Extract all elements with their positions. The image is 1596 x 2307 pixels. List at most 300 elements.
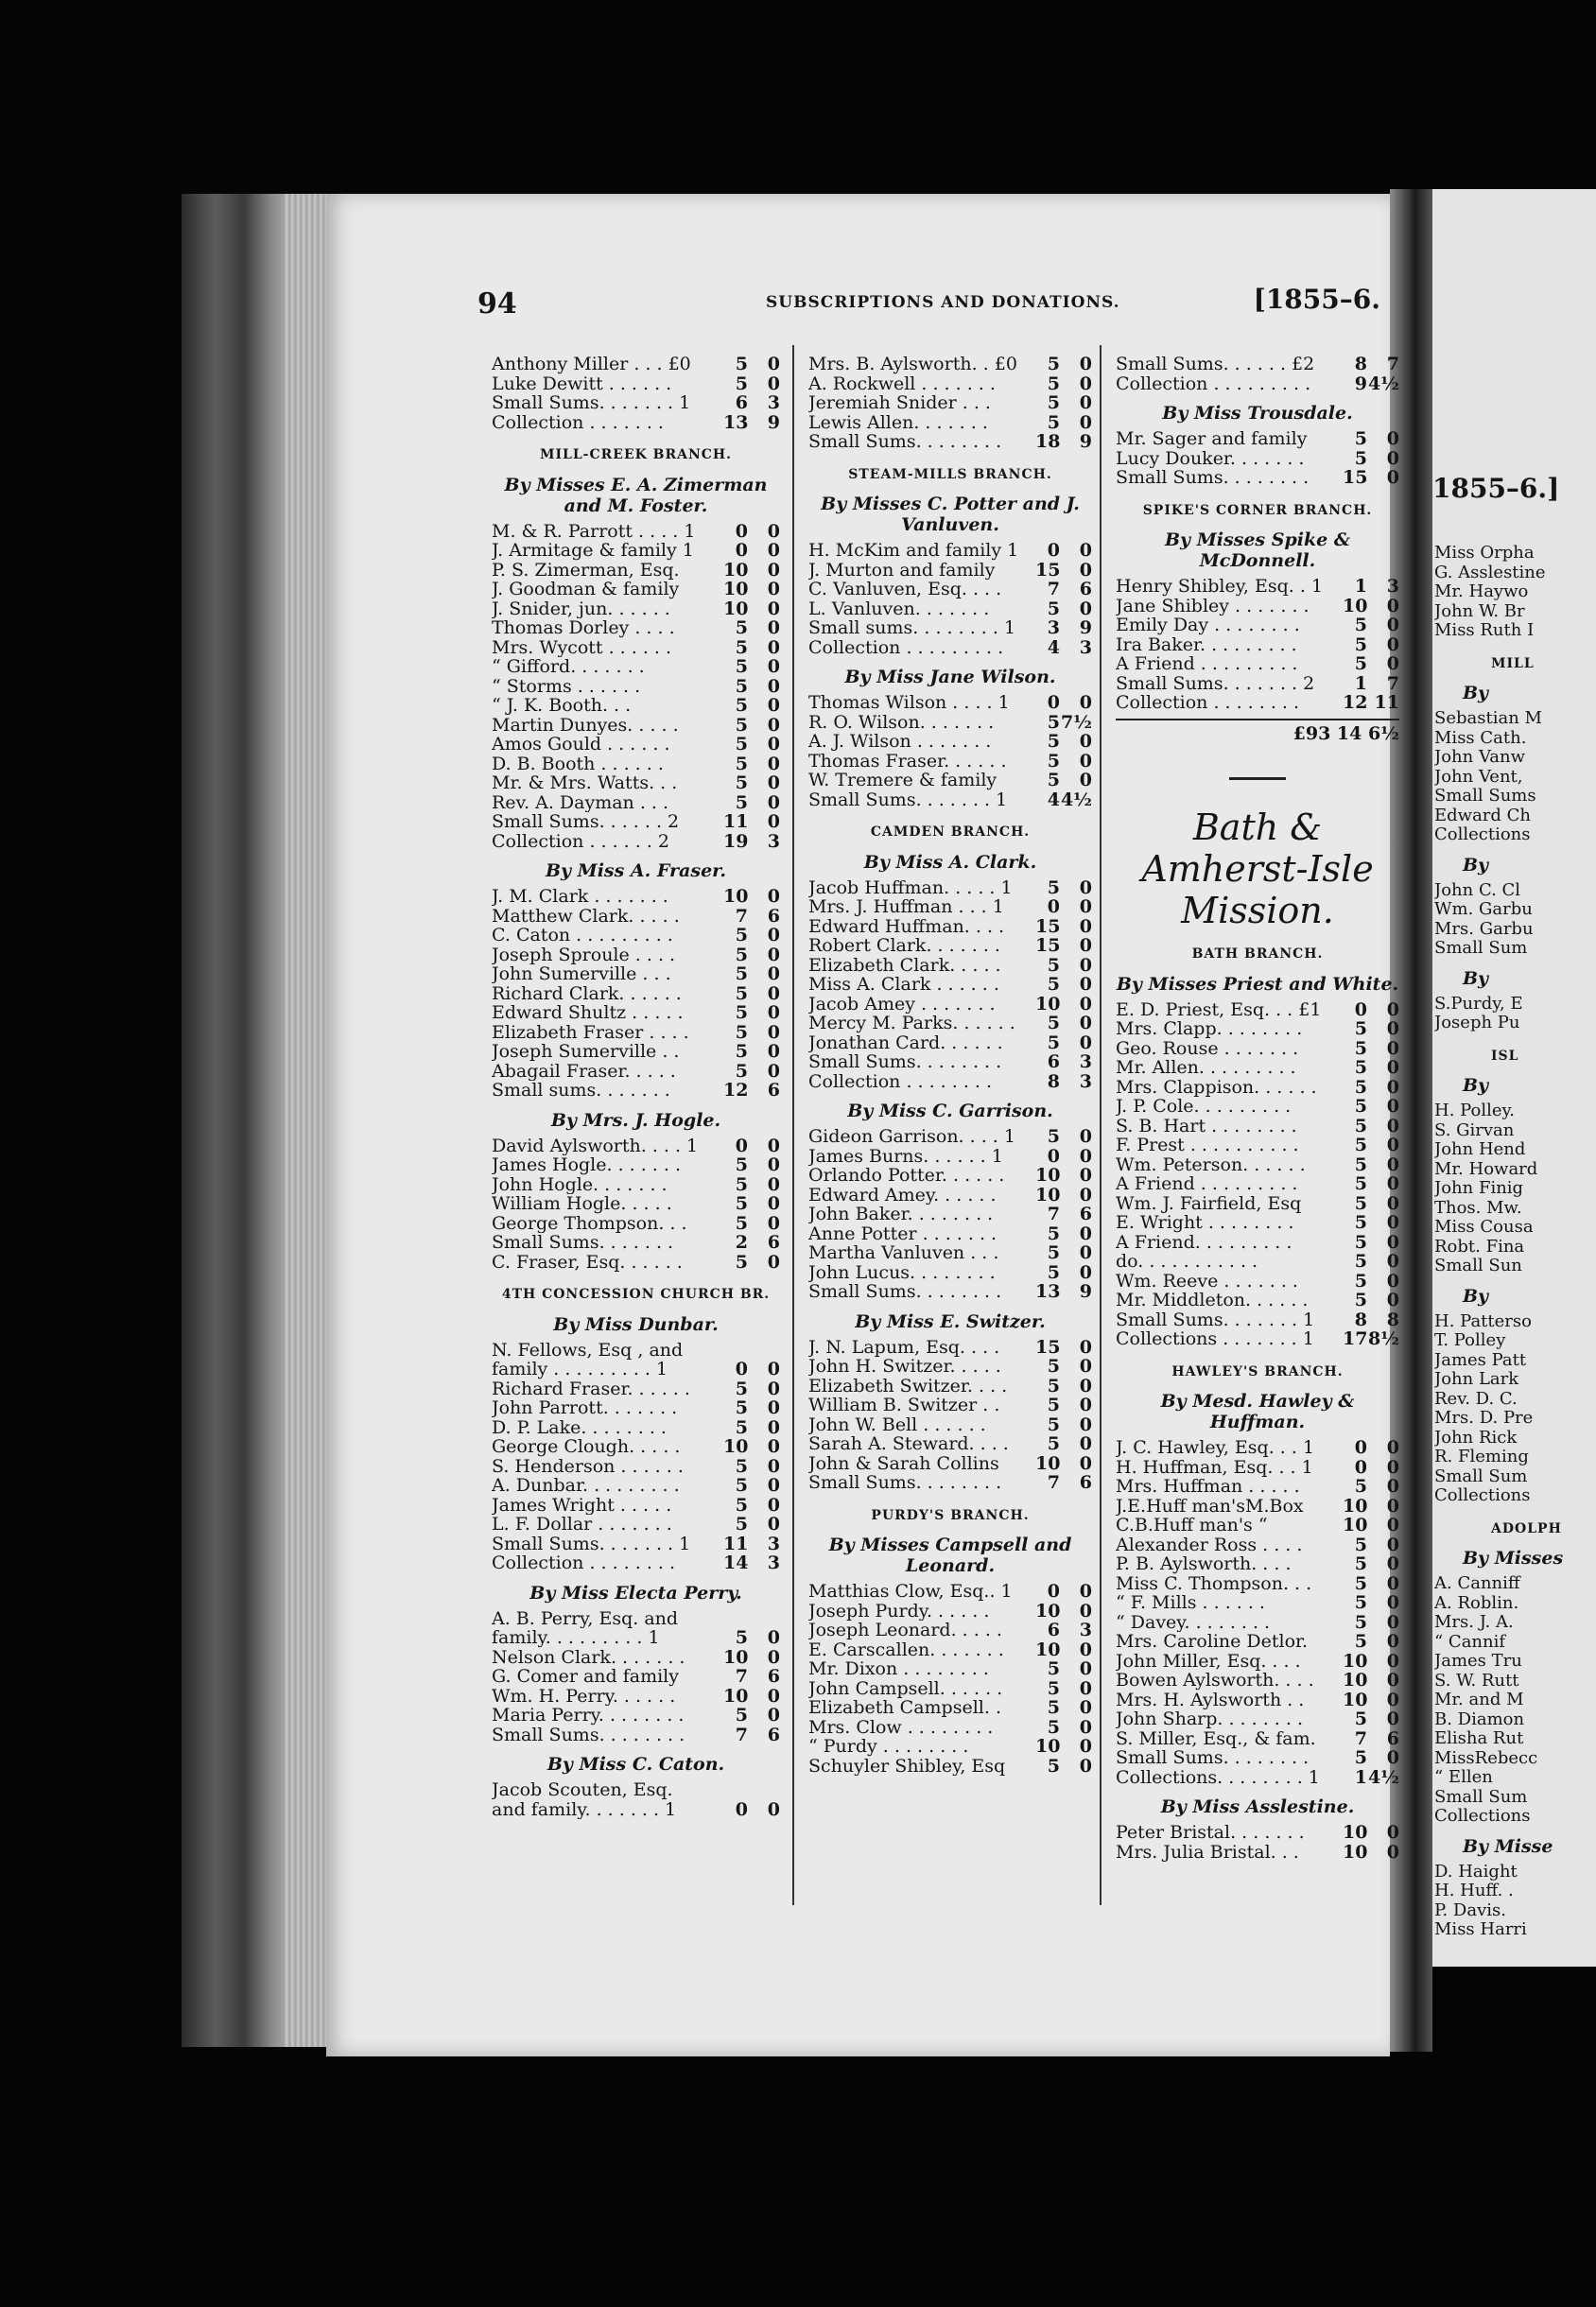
entry-name: Wm. Reeve . . . . . . . <box>1116 1271 1298 1291</box>
amount-shillings: 5 <box>1047 876 1060 898</box>
entry-amount <box>1343 1000 1399 1020</box>
amount-shillings: 5 <box>1354 1251 1367 1272</box>
entry-row <box>808 1052 1092 1072</box>
entry-row <box>1434 1863 1563 1882</box>
entry-row <box>1434 1429 1563 1448</box>
amount-pence: 0 <box>1386 615 1399 635</box>
amount-shillings: 11 <box>723 1533 749 1554</box>
amount-pence: 0 <box>1079 692 1092 713</box>
amount-pence: 0 <box>1079 770 1092 790</box>
entry-name: H. Polley. <box>1434 1101 1516 1120</box>
entry-name: “ F. Mills . . . . . . <box>1116 1593 1265 1613</box>
entry-name: S. Girvan <box>1434 1120 1515 1140</box>
entry-row <box>1116 1310 1399 1330</box>
entry-row <box>492 580 780 599</box>
entry-amount <box>1035 1166 1092 1186</box>
entry-amount <box>723 1379 780 1399</box>
entry-name: Mr. Howard <box>1434 1159 1538 1179</box>
amount-shillings: 5 <box>735 1060 748 1082</box>
amount-shillings: 7 <box>735 1724 748 1745</box>
branch-heading: SPIKE'S CORNER BRANCH. <box>1142 502 1373 518</box>
entry-amount <box>1035 1582 1092 1602</box>
amount-shillings: 5 <box>735 791 748 813</box>
entry-row <box>1116 597 1399 616</box>
entry-row <box>808 995 1092 1015</box>
entry-name: James Wright . . . . . <box>492 1495 672 1515</box>
entry-name: John Campsell. . . . . . <box>808 1678 1003 1698</box>
entry-row <box>808 897 1092 917</box>
entry-name: A Friend . . . . . . . . . <box>1116 654 1298 674</box>
entry-name: Matthias Clow, Esq.. 1 <box>808 1582 1013 1602</box>
entry-row <box>1434 1409 1563 1429</box>
entry-name: MissRebecc <box>1434 1748 1538 1768</box>
entry-row <box>1434 1199 1563 1219</box>
entry-amount <box>723 677 780 697</box>
entry-name: Small Sums. . . . . . . . <box>1116 1748 1310 1768</box>
amount-pence: 0 <box>1386 1689 1399 1710</box>
amount-pence: 7 <box>1386 672 1399 694</box>
amount-pence: 0 <box>767 695 780 716</box>
amount-pence: 0 <box>1079 1600 1092 1622</box>
amount-pence: 0 <box>767 1251 780 1273</box>
entry-amount <box>1343 1709 1399 1729</box>
amount-shillings: 0 <box>735 1135 748 1156</box>
amount-shillings: 4 <box>1047 789 1060 810</box>
amount-pence: 0 <box>767 811 780 832</box>
entry-row <box>808 1737 1092 1757</box>
entry-name: James Burns. . . . . . 1 <box>808 1146 1003 1166</box>
entry-row <box>492 1609 780 1629</box>
entry-name: P. B. Aylsworth. . . . <box>1116 1554 1292 1574</box>
amount-pence: 0 <box>1079 1165 1092 1186</box>
entry-amount <box>1035 393 1092 413</box>
amount-shillings: 13 <box>1035 1281 1061 1302</box>
amount-shillings: 5 <box>1047 1433 1060 1454</box>
entry-row <box>1116 374 1399 394</box>
amount-pence: 0 <box>767 559 780 581</box>
page-header <box>477 284 1380 331</box>
amount-shillings: 8 <box>1354 354 1367 374</box>
amount-pence: 0 <box>1079 1716 1092 1738</box>
entry-row <box>492 1476 780 1496</box>
entry-name: Miss Orpha <box>1434 544 1535 563</box>
entry-name: Small sums. . . . . . . . 1 <box>808 618 1016 638</box>
entry-row <box>492 1233 780 1253</box>
entry-row <box>1434 1121 1563 1141</box>
amount-shillings: 5 <box>1354 1173 1367 1194</box>
amount-pence: 0 <box>1079 974 1092 995</box>
amount-pence: 0 <box>1079 1375 1092 1396</box>
entry-name: J. Murton and family <box>808 560 996 580</box>
entry-name: C. Fraser, Esq. . . . . . <box>492 1252 683 1272</box>
entry-name: Small Sums. . . . . . . . <box>492 1725 685 1744</box>
collector-heading: By Misses E. A. Zimerman and M. Foster. <box>504 474 768 516</box>
amount-shillings: 10 <box>1343 1822 1368 1843</box>
entry-amount <box>723 541 780 561</box>
amount-shillings: 5 <box>1354 1212 1367 1233</box>
entry-name: C. Caton . . . . . . . . . <box>492 926 673 945</box>
amount-shillings: 9 <box>1354 373 1367 394</box>
entry-amount <box>1035 752 1092 772</box>
amount-shillings: 10 <box>1343 595 1368 616</box>
entry-name: John Lark <box>1434 1370 1519 1389</box>
entry-row <box>1434 768 1563 788</box>
entry-amount <box>1035 1415 1092 1435</box>
entry-name: Geo. Rouse . . . . . . . <box>1116 1038 1299 1058</box>
amount-shillings: 5 <box>735 695 748 716</box>
entry-name: William B. Switzer . . <box>808 1396 1000 1415</box>
amount-shillings: 5 <box>1354 1747 1367 1768</box>
entry-row <box>492 1023 780 1043</box>
amount-shillings: 5 <box>735 1397 748 1418</box>
entry-row <box>1434 995 1563 1015</box>
amount-shillings: 5 <box>1047 1375 1060 1396</box>
entry-row <box>808 1357 1092 1377</box>
running-head: SUBSCRIPTIONS AND DONATIONS. <box>766 293 1120 312</box>
collector-heading: By Mrs. J. Hogle. <box>550 1109 721 1131</box>
entry-name: C. Vanluven, Esq. . . . <box>808 580 1002 599</box>
entry-name: Robt. Fina <box>1434 1237 1525 1257</box>
amount-pence: 0 <box>1079 1336 1092 1358</box>
entry-amount <box>723 1628 780 1648</box>
entry-row <box>808 1434 1092 1454</box>
amount-shillings: 10 <box>1343 1495 1368 1517</box>
amount-shillings: 5 <box>1047 1242 1060 1263</box>
amount-shillings: 5 <box>1047 1395 1060 1415</box>
entry-amount <box>1035 1052 1092 1072</box>
entry-row <box>1434 1312 1563 1332</box>
amount-pence: 0 <box>767 579 780 599</box>
amount-pence: 3 <box>1079 636 1092 658</box>
amount-shillings: 5 <box>735 1212 748 1234</box>
entry-row <box>1434 544 1563 564</box>
entry-row <box>808 1186 1092 1206</box>
entry-row <box>1434 1014 1563 1033</box>
entry-name: Mrs. Clappison. . . . . . <box>1116 1077 1317 1097</box>
amount-shillings: 10 <box>1035 1184 1061 1206</box>
amount-pence: 0 <box>1079 1639 1092 1660</box>
amount-shillings: 2 <box>735 1232 748 1253</box>
amount-shillings: 5 <box>735 1705 748 1726</box>
entry-amount <box>723 945 780 965</box>
amount-pence: 0 <box>1386 595 1399 616</box>
entry-amount <box>1035 1757 1092 1777</box>
amount-shillings: 5 <box>735 617 748 638</box>
entry-amount <box>723 1457 780 1477</box>
entry-amount <box>723 926 780 945</box>
entry-name: Amos Gould . . . . . . <box>492 735 670 755</box>
entry-name: J. Snider, jun. . . . . . <box>492 598 670 618</box>
entry-row <box>808 432 1092 452</box>
amount-shillings: 5 <box>1047 411 1060 433</box>
entry-row <box>808 752 1092 772</box>
facing-page-year: 1855–6.] <box>1432 473 1560 504</box>
entry-row <box>808 1454 1092 1474</box>
entry-row <box>1116 1291 1399 1310</box>
amount-pence: 0 <box>1386 1154 1399 1175</box>
amount-pence: 0 <box>1386 1534 1399 1555</box>
amount-pence: 0 <box>1079 954 1092 976</box>
entry-row <box>492 1648 780 1668</box>
amount-shillings: 5 <box>1354 1018 1367 1039</box>
amount-shillings: 5 <box>735 1041 748 1062</box>
branch-total: £93 14 6½ <box>1292 722 1399 744</box>
entry-name: and family. . . . . . . 1 <box>492 1799 677 1819</box>
amount-shillings: 5 <box>735 1021 748 1043</box>
collector-heading: By Miss C. Caton. <box>546 1754 725 1775</box>
entry-row <box>1116 1843 1399 1863</box>
entry-amount <box>723 1253 780 1273</box>
entry-name: Mrs. H. Aylsworth . . <box>1116 1690 1305 1709</box>
amount-shillings: 10 <box>1343 1689 1368 1710</box>
amount-shillings: 5 <box>1047 373 1060 394</box>
entry-name: Collection . . . . . . . . . <box>1116 373 1311 393</box>
entry-name: Elizabeth Switzer. . . . <box>808 1376 1008 1396</box>
amount-pence: 0 <box>767 656 780 677</box>
amount-pence: 0 <box>767 1193 780 1214</box>
amount-pence: 0 <box>1386 1437 1399 1458</box>
amount-pence: 0 <box>1079 1755 1092 1777</box>
entry-row <box>492 907 780 927</box>
entry-row <box>808 1415 1092 1435</box>
entry-row <box>1116 1019 1399 1039</box>
entry-amount <box>1035 1033 1092 1053</box>
entry-row <box>492 755 780 774</box>
amount-shillings: 5 <box>1047 974 1060 995</box>
amount-pence: 0 <box>767 1627 780 1648</box>
entry-amount <box>723 599 780 619</box>
column-3 <box>1116 355 1399 1862</box>
amount-pence: 11 <box>1374 692 1399 713</box>
amount-pence: 0 <box>1386 1476 1399 1497</box>
entry-row <box>1116 1078 1399 1098</box>
amount-pence: 0 <box>1386 1057 1399 1078</box>
collector-heading: By Miss E. Switzer. <box>855 1310 1046 1332</box>
entry-row <box>492 1667 780 1687</box>
entry-row <box>808 618 1092 638</box>
entry-amount <box>723 1155 780 1175</box>
amount-pence: 0 <box>1079 1658 1092 1679</box>
amount-pence: 0 <box>1079 1126 1092 1147</box>
entry-amount <box>1035 1127 1092 1147</box>
amount-shillings: 5 <box>735 1193 748 1214</box>
entry-amount <box>1035 897 1092 917</box>
amount-shillings: 5 <box>735 944 748 965</box>
entry-name: Collection . . . . . . . . . <box>808 637 1004 657</box>
entry-name: John Lucus. . . . . . . . <box>808 1262 996 1282</box>
entry-name: A. B. Perry, Esq. and <box>492 1608 679 1628</box>
entry-row <box>492 926 780 945</box>
entry-name: Wm. Peterson. . . . . . <box>1116 1154 1306 1174</box>
amount-pence: 0 <box>767 1002 780 1023</box>
entry-row <box>1434 564 1563 583</box>
entry-row <box>492 735 780 755</box>
amount-shillings: 5 <box>1354 615 1367 635</box>
entry-amount <box>1343 693 1399 713</box>
entry-row <box>1434 1448 1563 1467</box>
entry-amount <box>1343 1613 1399 1633</box>
entry-row <box>1434 1633 1563 1653</box>
entry-name: Richard Clark. . . . . . <box>492 983 682 1003</box>
collector-heading: By <box>1463 1285 1489 1307</box>
entry-name: J.E.Huff man'sM.Box <box>1116 1496 1304 1516</box>
entry-row <box>492 355 780 374</box>
entry-name: Wm. J. Fairfield, Esq <box>1116 1193 1302 1213</box>
amount-shillings: 5 <box>1047 954 1060 976</box>
amount-pence: 0 <box>1079 935 1092 956</box>
entry-amount <box>1343 1632 1399 1652</box>
amount-shillings: 5 <box>1354 1154 1367 1175</box>
entry-amount <box>723 1418 780 1438</box>
entry-row <box>492 1726 780 1745</box>
entry-row <box>1116 1058 1399 1078</box>
entry-name: Edward Amey. . . . . . <box>808 1185 997 1205</box>
entry-amount <box>1035 638 1092 658</box>
entry-amount <box>723 618 780 638</box>
entry-amount <box>1343 1019 1399 1039</box>
entry-name: Miss Ruth I <box>1434 621 1535 640</box>
amount-pence: 9 <box>767 411 780 433</box>
entry-row <box>1434 1691 1563 1710</box>
amount-pence: 0 <box>1386 1709 1399 1729</box>
entry-name: Collections. . . . . . . . 1 <box>1116 1767 1320 1787</box>
amount-shillings: 5 <box>735 373 748 394</box>
entry-amount <box>1035 878 1092 898</box>
year-range: [1855–6. <box>1253 284 1380 315</box>
entry-row <box>808 1473 1092 1493</box>
entry-amount <box>1343 1136 1399 1155</box>
entry-row <box>1434 1390 1563 1410</box>
amount-pence: 0 <box>1386 1611 1399 1633</box>
entry-name: Small Sums. . . . . . 2 <box>492 812 680 832</box>
entry-name: Maria Perry. . . . . . . . <box>492 1706 685 1726</box>
entry-amount <box>1343 1671 1399 1691</box>
entry-amount <box>1343 1117 1399 1136</box>
entry-row <box>492 561 780 581</box>
entry-name: Collection . . . . . . . . <box>808 1071 993 1091</box>
amount-shillings: 7 <box>735 1666 748 1687</box>
amount-pence: 0 <box>1386 1037 1399 1059</box>
entry-row <box>808 1602 1092 1622</box>
amount-shillings: 5 <box>1354 1709 1367 1729</box>
entry-name: John C. Cl <box>1434 880 1521 900</box>
collector-heading: By <box>1463 1075 1489 1096</box>
column-rule <box>792 345 794 1905</box>
entry-name: L. F. Dollar . . . . . . . <box>492 1515 672 1535</box>
entry-amount <box>723 1726 780 1745</box>
entry-name: John Finig <box>1434 1179 1524 1198</box>
amount-shillings: 0 <box>1047 896 1060 917</box>
entry-amount <box>1343 1574 1399 1594</box>
entry-amount <box>1035 561 1092 581</box>
entry-name: Elizabeth Clark. . . . . <box>808 955 1001 975</box>
entry-name: Mr. Sager and family <box>1116 429 1308 449</box>
amount-shillings: 18 <box>1035 431 1061 452</box>
entry-name: Mrs. D. Pre <box>1434 1409 1534 1428</box>
entry-name: Mr. Haywo <box>1434 582 1529 601</box>
entry-amount <box>1343 616 1399 635</box>
entry-name: family . . . . . . . . . 1 <box>492 1360 668 1379</box>
amount-shillings: 7 <box>1047 579 1060 599</box>
entry-row <box>808 413 1092 433</box>
entry-row <box>1434 881 1563 901</box>
entry-name: Small Sum <box>1434 1787 1528 1807</box>
entry-name: M. & R. Parrott . . . . 1 <box>492 521 696 541</box>
entry-amount <box>1035 1621 1092 1640</box>
amount-shillings: 8 <box>1047 1070 1060 1092</box>
entry-amount <box>1343 654 1399 674</box>
amount-pence: 0 <box>1079 1677 1092 1699</box>
entry-amount <box>1343 1039 1399 1059</box>
entry-row <box>1434 1238 1563 1258</box>
entry-row <box>1116 616 1399 635</box>
amount-shillings: 5 <box>1354 1231 1367 1253</box>
amount-pence: 0 <box>1079 1032 1092 1053</box>
entry-amount <box>1035 790 1092 810</box>
entry-row <box>1434 1882 1563 1901</box>
entry-row <box>1434 1486 1563 1506</box>
entry-row <box>808 1224 1092 1244</box>
amount-pence: 0 <box>767 982 780 1004</box>
entry-row <box>1116 1233 1399 1253</box>
entry-amount <box>1035 1454 1092 1474</box>
entry-row <box>492 1628 780 1648</box>
entry-name: Small Sum <box>1434 939 1528 958</box>
entry-name: Thos. Mw. <box>1434 1198 1522 1218</box>
entry-name: John Miller, Esq. . . . <box>1116 1651 1301 1671</box>
entry-row <box>492 1418 780 1438</box>
entry-amount <box>1343 1194 1399 1214</box>
amount-pence: 6 <box>1079 1204 1092 1224</box>
entry-amount <box>723 1476 780 1496</box>
entry-amount <box>723 393 780 413</box>
entry-amount <box>723 832 780 852</box>
entry-amount <box>1035 995 1092 1015</box>
entry-amount <box>1343 374 1399 394</box>
entry-row <box>1116 1136 1399 1155</box>
entry-row <box>808 1698 1092 1718</box>
amount-pence: 0 <box>1079 1145 1092 1167</box>
entry-name: R. Fleming <box>1434 1448 1529 1466</box>
entry-row <box>1116 1329 1399 1349</box>
amount-shillings: 15 <box>1343 467 1368 488</box>
entry-name: A Friend. . . . . . . . . <box>1116 1232 1292 1252</box>
amount-pence: 0 <box>767 617 780 638</box>
entry-name: Joseph Leonard. . . . . <box>808 1621 1002 1640</box>
entry-amount <box>1035 713 1092 733</box>
entry-row <box>1434 1788 1563 1808</box>
entry-amount <box>723 1194 780 1214</box>
entry-amount <box>723 1233 780 1253</box>
entry-row <box>1434 1652 1563 1672</box>
amount-shillings: 7 <box>1047 1204 1060 1224</box>
amount-pence: 0 <box>1386 1018 1399 1039</box>
entry-row <box>492 1155 780 1175</box>
entry-amount <box>1035 618 1092 638</box>
entry-amount <box>723 964 780 984</box>
entry-row <box>1116 1497 1399 1517</box>
entry-row <box>1116 1516 1399 1535</box>
amount-pence: 0 <box>1386 1192 1399 1214</box>
entry-row <box>808 1621 1092 1640</box>
entry-name: Miss Cath. <box>1434 728 1527 748</box>
amount-pence: 3 <box>767 392 780 413</box>
entry-name: Henry Shibley, Esq. . 1 <box>1116 577 1324 597</box>
entry-name: D. P. Lake. . . . . . . . <box>492 1417 667 1437</box>
entry-name: Thomas Dorley . . . . <box>492 618 675 638</box>
amount-shillings: 15 <box>1035 935 1061 956</box>
entry-amount <box>1035 956 1092 976</box>
